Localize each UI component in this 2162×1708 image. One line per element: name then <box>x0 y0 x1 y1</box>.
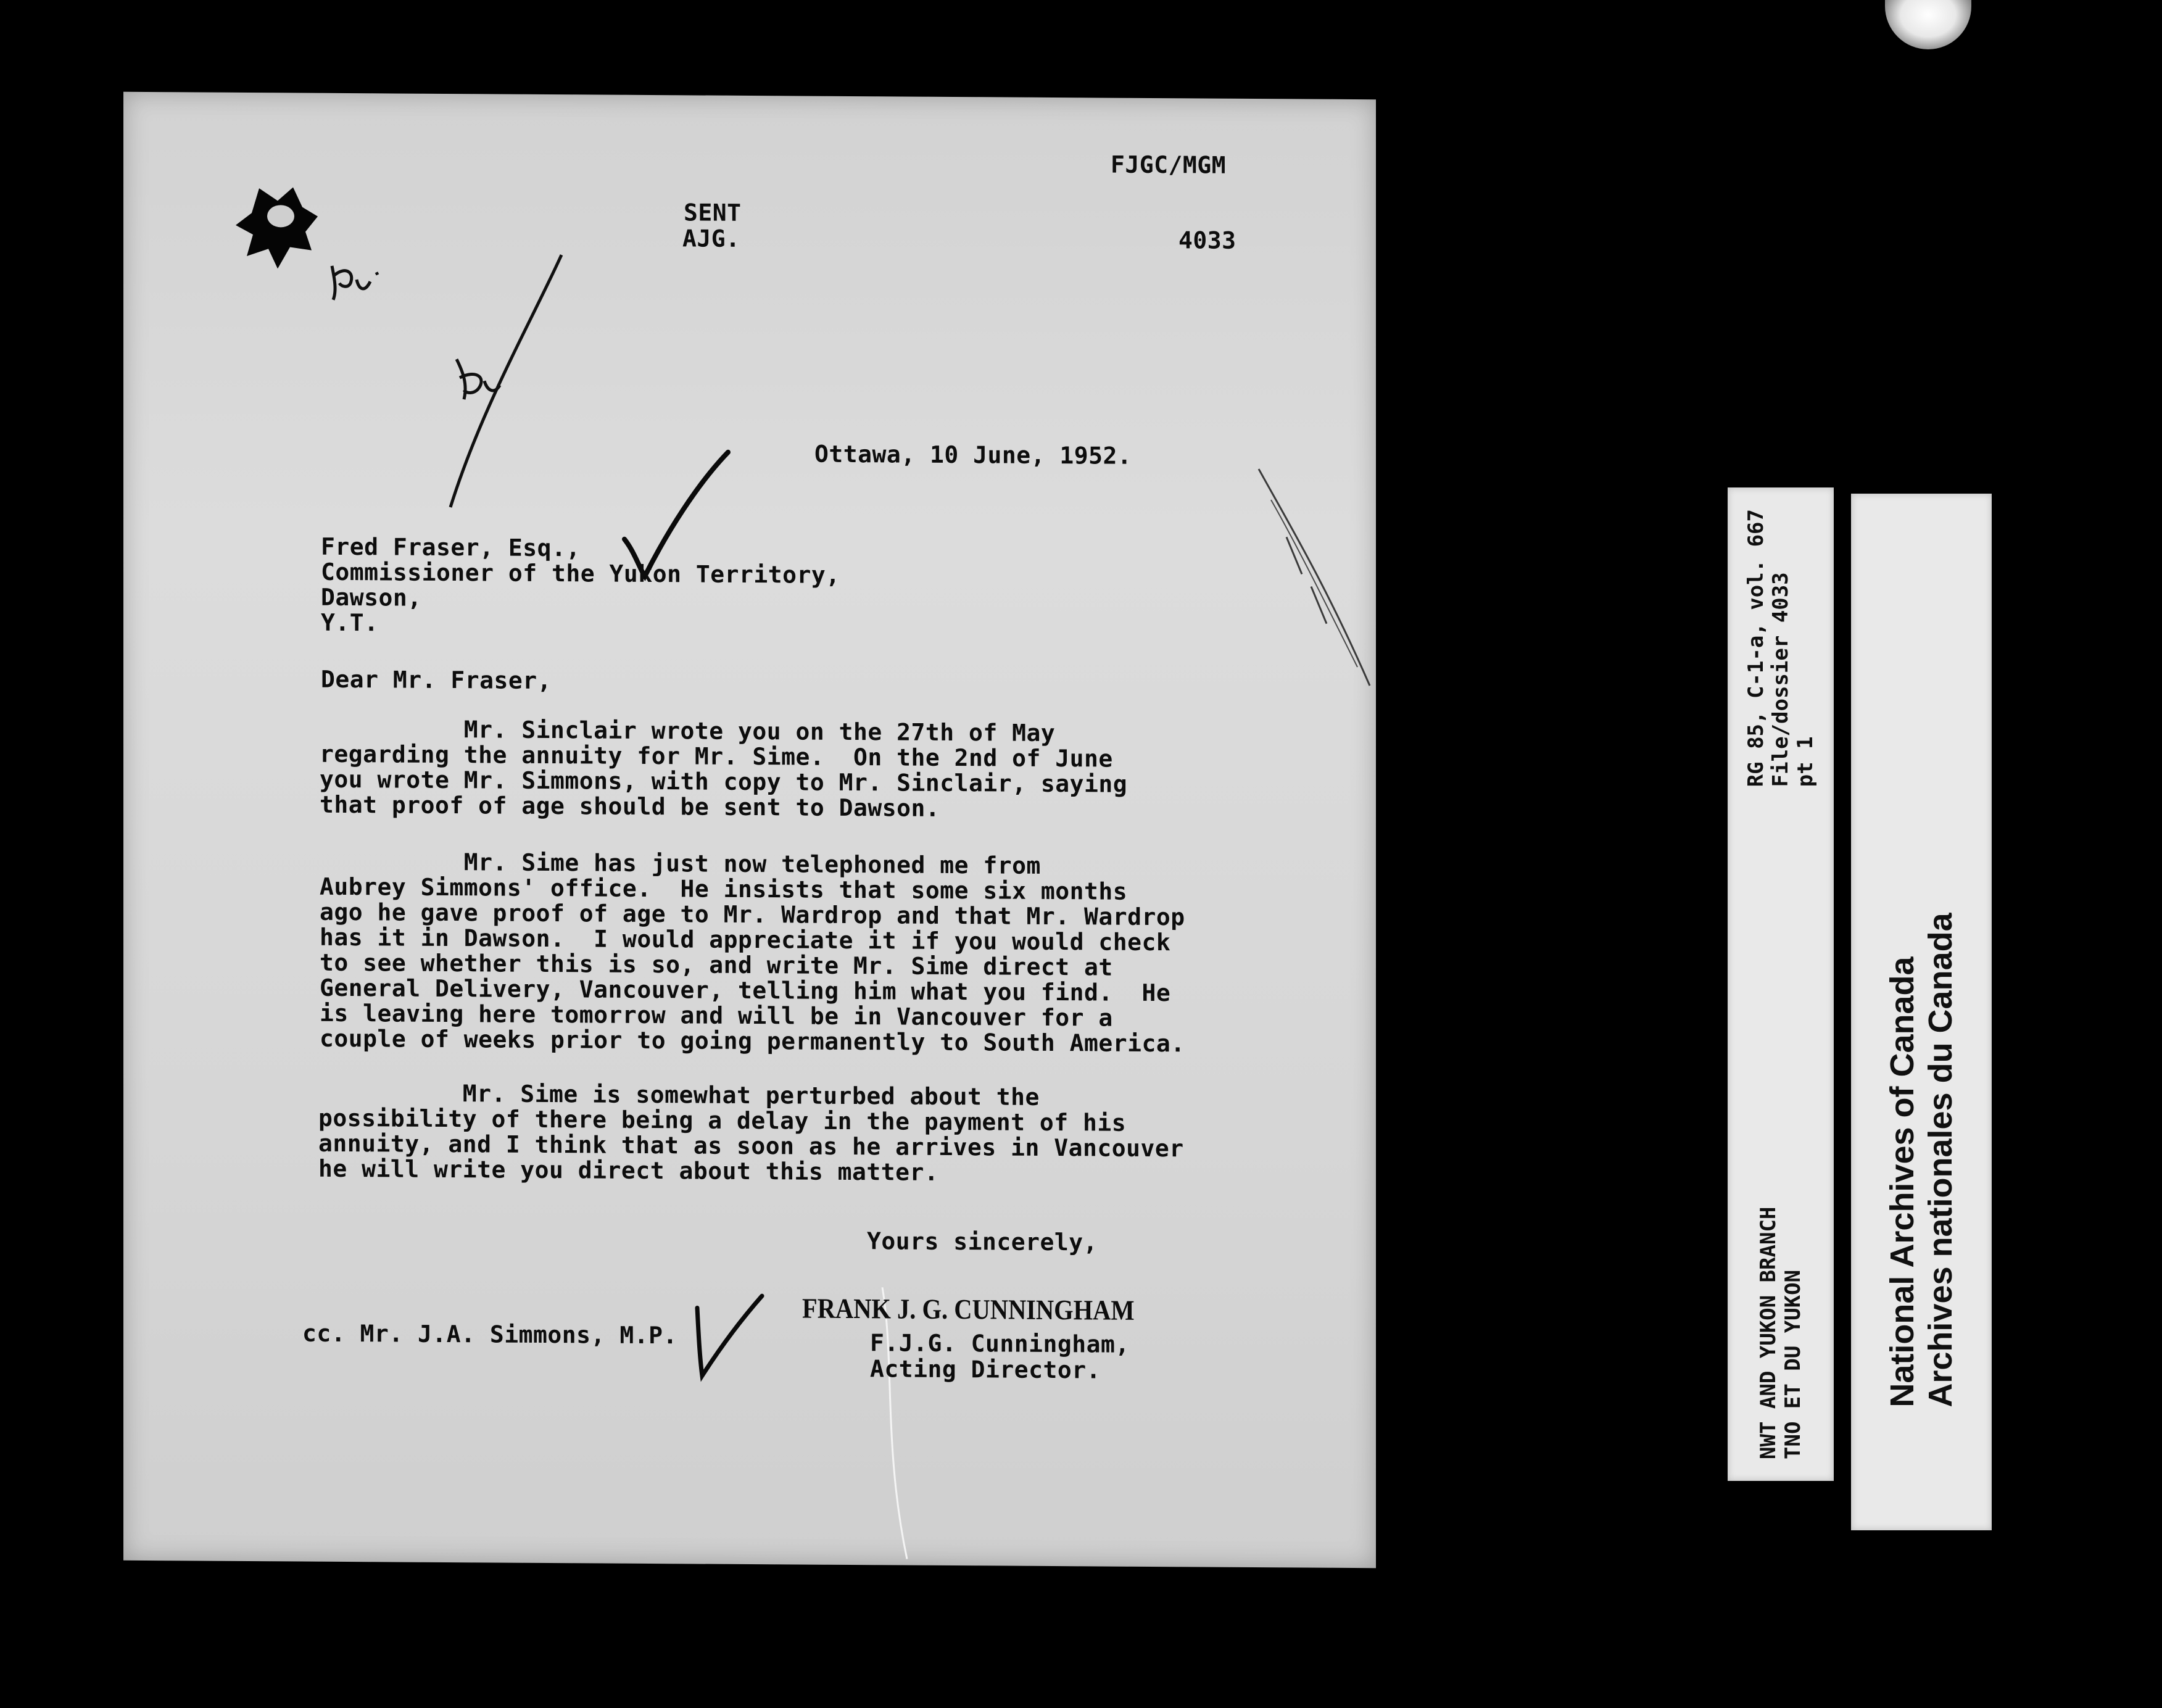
letter-page <box>123 92 1376 1568</box>
file-number: 4033 <box>1178 226 1236 254</box>
branch-name-en: NWT AND YUKON BRANCH <box>1756 1206 1781 1459</box>
institution-name-en: National Archives of Canada <box>1884 956 1921 1407</box>
ink-blot-icon <box>234 182 321 275</box>
reference-block <box>1744 509 1818 787</box>
branch-name-fr: TNO ET DU YUKON <box>1781 1269 1805 1459</box>
body-paragraph: Mr. Sime has just now telephoned me from Aubrey Simmons' office. He insists that some six months ago he gave proof of age to Mr. Wardrop and that Mr. Wardrop has it in Dawson. I would appreciate it if you would check to see whether this is so, and write Mr. Sime direct at General Delivery, Vancouver, telling him what you find. He is leaving here tomorrow and will be in Vancouver for a couple of weeks prior to going permanently to South America. <box>320 848 1185 1058</box>
signer-name: F.J.G. Cunningham, <box>870 1329 1130 1358</box>
archive-institution-text <box>1883 913 1960 1407</box>
record-group: RG 85, C-1-a, vol. 667 <box>1744 509 1768 787</box>
pencil-marks-icon <box>1253 463 1376 698</box>
address-line: Dawson, <box>321 583 422 611</box>
body-paragraph: Mr. Sinclair wrote you on the 27th of May regarding the annuity for Mr. Sime. On the 2nd of June you wrote Mr. Simmons, with copy to Mr. Sinclair, saying that proof of age should be sent to Dawson. <box>320 716 1128 822</box>
fold-line-icon <box>876 1287 913 1559</box>
archive-institution-label <box>1851 494 1992 1530</box>
light-glare <box>1885 0 1971 49</box>
address-line: Fred Fraser, Esq., <box>321 533 581 562</box>
cc-checkmark-icon <box>685 1289 765 1388</box>
file-dossier: File/dossier 4033 <box>1768 572 1793 787</box>
branch-block <box>1756 1207 1805 1459</box>
cc-line: cc. Mr. J.A. Simmons, M.P. <box>302 1319 677 1349</box>
address-line: Commissioner of the Yukon Territory, <box>321 558 840 589</box>
address-line: Y.T. <box>321 608 379 637</box>
body-paragraph: Mr. Sime is somewhat perturbed about the possibility of there being a delay in the payment of his annuity, and I think that as soon as he arrives in Vancouver he will write you direct about this matter. <box>318 1080 1184 1186</box>
closing: Yours sincerely, <box>867 1227 1098 1256</box>
file-part: pt 1 <box>1793 736 1818 787</box>
handwritten-initials-icon <box>321 247 580 521</box>
signature-stamp: FRANK J. G. CUNNINGHAM <box>802 1292 1135 1326</box>
archive-file-label <box>1728 487 1834 1481</box>
sent-stamp: SENT <box>684 199 742 226</box>
archive-file-label-text <box>1744 509 1818 1459</box>
salutation: Dear Mr. Fraser, <box>321 665 552 695</box>
institution-name-fr: Archives nationales du Canada <box>1922 913 1959 1407</box>
signer-title: Acting Director. <box>870 1355 1101 1384</box>
letter-date: Ottawa, 10 June, 1952. <box>814 440 1132 470</box>
reference-code: FJGC/MGM <box>1111 151 1227 179</box>
sent-initials: AJG. <box>682 225 740 252</box>
